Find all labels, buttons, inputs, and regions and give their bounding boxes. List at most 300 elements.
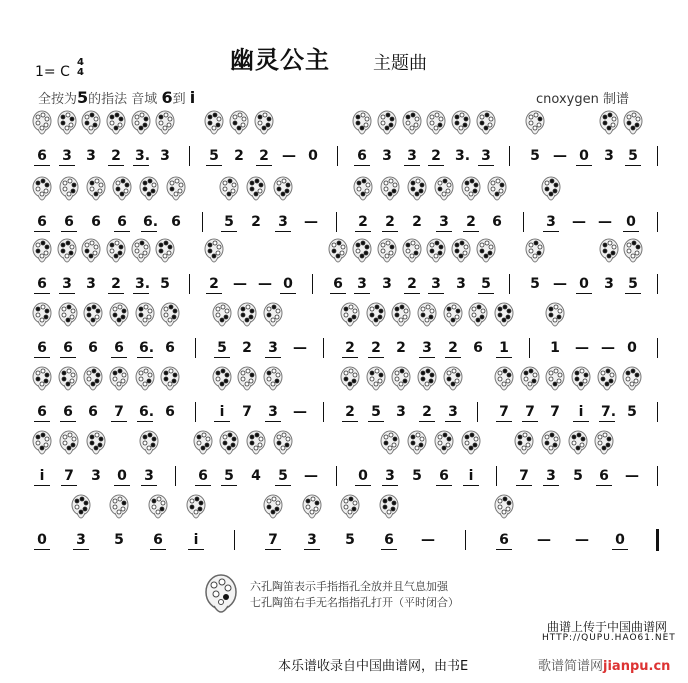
song-subtitle: 主题曲: [373, 53, 427, 74]
bar-line: [509, 274, 510, 294]
ocarina-fingering-icon: [263, 494, 283, 524]
score-note: —: [553, 276, 567, 292]
score-note: —: [572, 214, 586, 230]
key-signature: 1= C: [35, 64, 70, 80]
ocarina-fingering-icon: [109, 302, 129, 332]
ocarina-fingering-icon: [541, 176, 561, 206]
ocarina-fingering-icon: [263, 302, 283, 332]
ocarina-fingering-icon: [568, 430, 588, 460]
score-note: 3.: [455, 148, 471, 164]
ocarina-fingering-icon: [402, 238, 422, 268]
ocarina-fingering-icon: [86, 430, 106, 460]
instr-prefix: 全按为: [38, 92, 78, 107]
score-note: 3: [546, 214, 556, 230]
score-note: 2: [259, 148, 269, 164]
ocarina-fingering-icon: [193, 430, 213, 460]
ocarina-fingering-icon: [112, 176, 132, 206]
ocarina-fingering-icon: [417, 366, 437, 396]
score-note: 6: [333, 276, 343, 292]
ocarina-fingering-icon: [340, 494, 360, 524]
ocarina-fingering-icon: [32, 238, 52, 268]
ocarina-fingering-icon: [32, 430, 52, 460]
ocarina-fingering-icon: [599, 238, 619, 268]
bar-line: [202, 212, 203, 232]
ocarina-fingering-icon: [246, 176, 266, 206]
score-note: 7: [242, 404, 252, 420]
bar-line: [312, 274, 313, 294]
score-note: 7.: [601, 404, 617, 420]
watermark-url: HTTP://QUPU.HAO61.NET: [542, 633, 676, 643]
ocarina-fingering-icon: [212, 302, 232, 332]
score-note: 7: [268, 532, 278, 548]
score-note: 3: [382, 148, 392, 164]
ocarina-fingering-icon: [520, 366, 540, 396]
song-title: 幽灵公主: [230, 46, 330, 74]
score-note: 3: [382, 276, 392, 292]
score-note: 3: [357, 276, 367, 292]
score-note: 6: [473, 340, 483, 356]
score-note: 3: [431, 276, 441, 292]
ocarina-fingering-icon: [302, 494, 322, 524]
score-note: 7: [550, 404, 560, 420]
score-note: 2: [111, 148, 121, 164]
ocarina-legend-icon: [200, 570, 242, 620]
ocarina-fingering-icon: [32, 366, 52, 396]
score-note: 2: [242, 340, 252, 356]
ocarina-fingering-icon: [81, 110, 101, 140]
ocarina-fingering-icon: [623, 110, 643, 140]
score-note: i: [465, 466, 477, 486]
ocarina-fingering-icon: [237, 366, 257, 396]
score-note: —: [575, 532, 589, 548]
ocarina-fingering-icon: [148, 494, 168, 524]
score-note: 6: [165, 404, 175, 420]
ocarina-fingering-icon: [86, 176, 106, 206]
bar-line: [189, 274, 190, 294]
score-note: i: [36, 466, 48, 486]
ocarina-fingering-icon: [380, 176, 400, 206]
ocarina-fingering-icon: [487, 176, 507, 206]
ocarina-fingering-icon: [59, 176, 79, 206]
ocarina-fingering-icon: [380, 430, 400, 460]
score-note: 6: [171, 214, 181, 230]
ocarina-fingering-icon: [106, 238, 126, 268]
ocarina-fingering-icon: [219, 176, 239, 206]
ocarina-fingering-icon: [212, 366, 232, 396]
ocarina-fingering-icon: [545, 302, 565, 332]
score-note: 6: [492, 214, 502, 230]
ocarina-fingering-icon: [71, 494, 91, 524]
score-note: 1: [550, 340, 560, 356]
score-note: 6: [153, 532, 163, 548]
ocarina-fingering-icon: [597, 366, 617, 396]
bar-line: [657, 274, 658, 294]
ocarina-fingering-icon: [476, 110, 496, 140]
score-note: 0: [117, 468, 127, 484]
ocarina-fingering-icon: [131, 238, 151, 268]
score-note: 2: [407, 276, 417, 292]
arranger-credit: cnoxygen 制谱: [536, 92, 629, 107]
score-note: 0: [626, 214, 636, 230]
ocarina-fingering-icon: [541, 430, 561, 460]
ocarina-fingering-icon: [402, 110, 422, 140]
bar-line: [477, 402, 478, 422]
score-note: 5: [160, 276, 170, 292]
score-note: 2: [345, 404, 355, 420]
score-note: 6: [88, 404, 98, 420]
ocarina-fingering-icon: [599, 110, 619, 140]
ocarina-fingering-icon: [155, 110, 175, 140]
ocarina-fingering-icon: [109, 366, 129, 396]
watermark-site: 曲谱上传于中国曲谱网: [547, 620, 668, 634]
ocarina-fingering-icon: [377, 110, 397, 140]
score-note: 3: [456, 276, 466, 292]
score-note: 6: [64, 214, 74, 230]
score-note: 2: [385, 214, 395, 230]
instr-note: 5: [77, 88, 89, 107]
score-note: —: [575, 340, 589, 356]
score-note: 6: [63, 340, 73, 356]
bar-line: [195, 338, 196, 358]
score-note: 3: [160, 148, 170, 164]
ocarina-fingering-icon: [328, 238, 348, 268]
ocarina-fingering-icon: [219, 430, 239, 460]
score-note: 2: [358, 214, 368, 230]
score-note: 6: [37, 214, 47, 230]
instr-to: 到: [172, 92, 186, 107]
final-bar-line: [656, 529, 659, 551]
score-note: 2: [412, 214, 422, 230]
score-note: 3: [396, 404, 406, 420]
ocarina-fingering-icon: [417, 302, 437, 332]
ocarina-fingering-icon: [273, 176, 293, 206]
score-note: 5: [628, 276, 638, 292]
ocarina-fingering-icon: [263, 366, 283, 396]
ocarina-fingering-icon: [426, 110, 446, 140]
bar-line: [323, 338, 324, 358]
ocarina-fingering-icon: [254, 110, 274, 140]
score-note: 3: [268, 340, 278, 356]
ocarina-fingering-icon: [391, 302, 411, 332]
ocarina-fingering-icon: [353, 176, 373, 206]
ocarina-fingering-icon: [58, 366, 78, 396]
score-note: 2: [345, 340, 355, 356]
ocarina-fingering-icon: [186, 494, 206, 524]
bar-line: [657, 338, 658, 358]
bar-line: [657, 466, 658, 486]
ocarina-fingering-icon: [451, 110, 471, 140]
ocarina-fingering-icon: [391, 366, 411, 396]
ocarina-fingering-icon: [468, 302, 488, 332]
score-note: 6: [37, 276, 47, 292]
score-note: 6: [165, 340, 175, 356]
score-note: 5: [114, 532, 124, 548]
ocarina-fingering-icon: [109, 494, 129, 524]
score-note: 3: [91, 468, 101, 484]
ocarina-fingering-icon: [32, 302, 52, 332]
instr-mid: 的指法 音域: [88, 92, 158, 107]
score-note: 7: [525, 404, 535, 420]
score-note: 3: [144, 468, 154, 484]
score-note: 2: [111, 276, 121, 292]
score-note: 6: [63, 404, 73, 420]
bar-line: [509, 146, 510, 166]
time-signature: [77, 58, 84, 78]
score-note: —: [233, 276, 247, 292]
ocarina-fingering-icon: [366, 366, 386, 396]
score-note: 7: [519, 468, 529, 484]
score-note: 3: [604, 148, 614, 164]
score-note: 3: [86, 276, 96, 292]
score-note: 3: [86, 148, 96, 164]
ocarina-fingering-icon: [545, 366, 565, 396]
score-note: 5: [530, 276, 540, 292]
ocarina-fingering-icon: [229, 110, 249, 140]
watermark-brand: [538, 655, 670, 674]
bar-line: [657, 402, 658, 422]
meter-bottom: 4: [77, 67, 84, 78]
ocarina-fingering-icon: [57, 110, 77, 140]
score-note: 0: [579, 148, 589, 164]
ocarina-fingering-icon: [622, 366, 642, 396]
score-note: 3: [76, 532, 86, 548]
legend-line-2: 七孔陶笛右手无名指指孔打开（平时闭合）: [250, 596, 459, 609]
ocarina-fingering-icon: [525, 110, 545, 140]
ocarina-fingering-icon: [377, 238, 397, 268]
score-note: 6: [439, 468, 449, 484]
score-note: 2: [234, 148, 244, 164]
score-note: 5: [481, 276, 491, 292]
score-note: 5: [628, 148, 638, 164]
score-note: 3: [62, 148, 72, 164]
score-note: 3: [385, 468, 395, 484]
score-note: 6.: [139, 404, 155, 420]
ocarina-fingering-icon: [494, 494, 514, 524]
score-note: 3.: [135, 148, 151, 164]
score-note: 5: [209, 148, 219, 164]
score-note: 6: [37, 404, 47, 420]
score-note: —: [601, 340, 615, 356]
score-note: —: [304, 468, 318, 484]
ocarina-fingering-icon: [451, 238, 471, 268]
score-note: 6: [114, 340, 124, 356]
score-note: i: [190, 530, 202, 550]
ocarina-fingering-icon: [514, 430, 534, 460]
ocarina-fingering-icon: [58, 302, 78, 332]
ocarina-fingering-icon: [379, 494, 399, 524]
bar-line: [195, 402, 196, 422]
ocarina-fingering-icon: [594, 430, 614, 460]
score-note: 7: [64, 468, 74, 484]
ocarina-fingering-icon: [160, 302, 180, 332]
ocarina-fingering-icon: [139, 430, 159, 460]
score-note: 1: [499, 340, 509, 356]
score-note: —: [421, 532, 435, 548]
bar-line: [336, 212, 337, 232]
score-note: 2: [209, 276, 219, 292]
score-note: 3: [278, 214, 288, 230]
score-note: 6: [37, 148, 47, 164]
fingering-instructions: [38, 88, 195, 107]
ocarina-fingering-icon: [106, 110, 126, 140]
ocarina-fingering-icon: [139, 176, 159, 206]
score-note: 6: [37, 340, 47, 356]
score-note: —: [258, 276, 272, 292]
score-note: 2: [422, 404, 432, 420]
score-note: 2: [251, 214, 261, 230]
score-note: 3: [62, 276, 72, 292]
ocarina-fingering-icon: [160, 366, 180, 396]
score-note: 6: [88, 340, 98, 356]
score-note: 2: [396, 340, 406, 356]
score-note: 7: [499, 404, 509, 420]
score-note: —: [553, 148, 567, 164]
score-note: 2: [431, 148, 441, 164]
score-note: 4: [251, 468, 261, 484]
ocarina-fingering-icon: [494, 366, 514, 396]
footer-note: 本乐谱收录自中国曲谱网，由书E: [278, 659, 469, 674]
score-note: 0: [308, 148, 318, 164]
score-note: 6: [357, 148, 367, 164]
bar-line: [234, 530, 235, 550]
ocarina-fingering-icon: [273, 430, 293, 460]
ocarina-fingering-icon: [426, 238, 446, 268]
score-note: 5: [224, 468, 234, 484]
score-note: 0: [615, 532, 625, 548]
ocarina-fingering-icon: [525, 238, 545, 268]
ocarina-fingering-icon: [32, 176, 52, 206]
bar-line: [657, 146, 658, 166]
score-note: 3: [307, 532, 317, 548]
ocarina-fingering-icon: [340, 366, 360, 396]
ocarina-fingering-icon: [352, 110, 372, 140]
ocarina-fingering-icon: [32, 110, 52, 140]
ocarina-fingering-icon: [476, 238, 496, 268]
score-note: 3: [407, 148, 417, 164]
meter-top: 4: [77, 57, 84, 68]
score-note: 5: [412, 468, 422, 484]
bar-line: [529, 338, 530, 358]
score-note: 6: [198, 468, 208, 484]
ocarina-fingering-icon: [204, 110, 224, 140]
score-note: 5: [224, 214, 234, 230]
instr-high: i: [189, 88, 196, 107]
bar-line: [465, 530, 466, 550]
score-note: 6: [499, 532, 509, 548]
score-note: 0: [579, 276, 589, 292]
score-note: 6.: [143, 214, 159, 230]
bar-line: [337, 146, 338, 166]
score-note: 2: [448, 340, 458, 356]
ocarina-fingering-icon: [166, 176, 186, 206]
score-note: 5: [217, 340, 227, 356]
ocarina-fingering-icon: [407, 176, 427, 206]
ocarina-fingering-icon: [434, 430, 454, 460]
ocarina-fingering-icon: [59, 430, 79, 460]
score-note: 2: [466, 214, 476, 230]
score-note: 6: [117, 214, 127, 230]
bar-line: [175, 466, 176, 486]
ocarina-fingering-icon: [340, 302, 360, 332]
bar-line: [657, 212, 658, 232]
legend-line-1: 六孔陶笛表示手指指孔全放并且气息加强: [250, 580, 448, 593]
score-note: 0: [283, 276, 293, 292]
score-note: —: [293, 340, 307, 356]
ocarina-fingering-icon: [352, 238, 372, 268]
score-note: i: [216, 402, 228, 422]
score-note: 3: [439, 214, 449, 230]
score-note: —: [282, 148, 296, 164]
score-note: 3: [448, 404, 458, 420]
ocarina-fingering-icon: [407, 430, 427, 460]
score-note: 2: [371, 340, 381, 356]
watermark-brand-pre: 歌谱简谱网: [538, 659, 604, 674]
score-note: —: [598, 214, 612, 230]
ocarina-fingering-icon: [366, 302, 386, 332]
ocarina-fingering-icon: [246, 430, 266, 460]
ocarina-fingering-icon: [461, 176, 481, 206]
score-note: —: [304, 214, 318, 230]
bar-line: [496, 466, 497, 486]
bar-line: [323, 402, 324, 422]
ocarina-fingering-icon: [623, 238, 643, 268]
ocarina-fingering-icon: [135, 302, 155, 332]
score-note: 7: [114, 404, 124, 420]
ocarina-fingering-icon: [461, 430, 481, 460]
ocarina-fingering-icon: [237, 302, 257, 332]
score-note: i: [575, 402, 587, 422]
ocarina-fingering-icon: [83, 302, 103, 332]
score-note: 0: [627, 340, 637, 356]
bar-line: [523, 212, 524, 232]
score-note: 0: [358, 468, 368, 484]
score-note: 6: [384, 532, 394, 548]
score-note: 3.: [135, 276, 151, 292]
bar-line: [336, 466, 337, 486]
ocarina-fingering-icon: [443, 366, 463, 396]
score-note: 6: [599, 468, 609, 484]
score-note: 3: [481, 148, 491, 164]
score-note: 5: [278, 468, 288, 484]
ocarina-fingering-icon: [57, 238, 77, 268]
watermark-brand-link: jianpu.cn: [603, 659, 671, 674]
score-note: —: [625, 468, 639, 484]
ocarina-fingering-icon: [83, 366, 103, 396]
score-note: 5: [530, 148, 540, 164]
ocarina-fingering-icon: [434, 176, 454, 206]
score-note: —: [293, 404, 307, 420]
ocarina-fingering-icon: [571, 366, 591, 396]
ocarina-fingering-icon: [135, 366, 155, 396]
score-note: 3: [546, 468, 556, 484]
bar-line: [189, 146, 190, 166]
ocarina-fingering-icon: [131, 110, 151, 140]
score-note: 5: [371, 404, 381, 420]
instr-low: 6: [161, 88, 173, 107]
score-note: 0: [37, 532, 47, 548]
score-note: —: [537, 532, 551, 548]
ocarina-fingering-icon: [494, 302, 514, 332]
ocarina-fingering-icon: [81, 238, 101, 268]
score-note: 6: [91, 214, 101, 230]
score-note: 3: [268, 404, 278, 420]
score-note: 5: [573, 468, 583, 484]
score-note: 3: [604, 276, 614, 292]
score-note: 5: [345, 532, 355, 548]
ocarina-fingering-icon: [443, 302, 463, 332]
score-note: 5: [627, 404, 637, 420]
score-note: 6.: [139, 340, 155, 356]
